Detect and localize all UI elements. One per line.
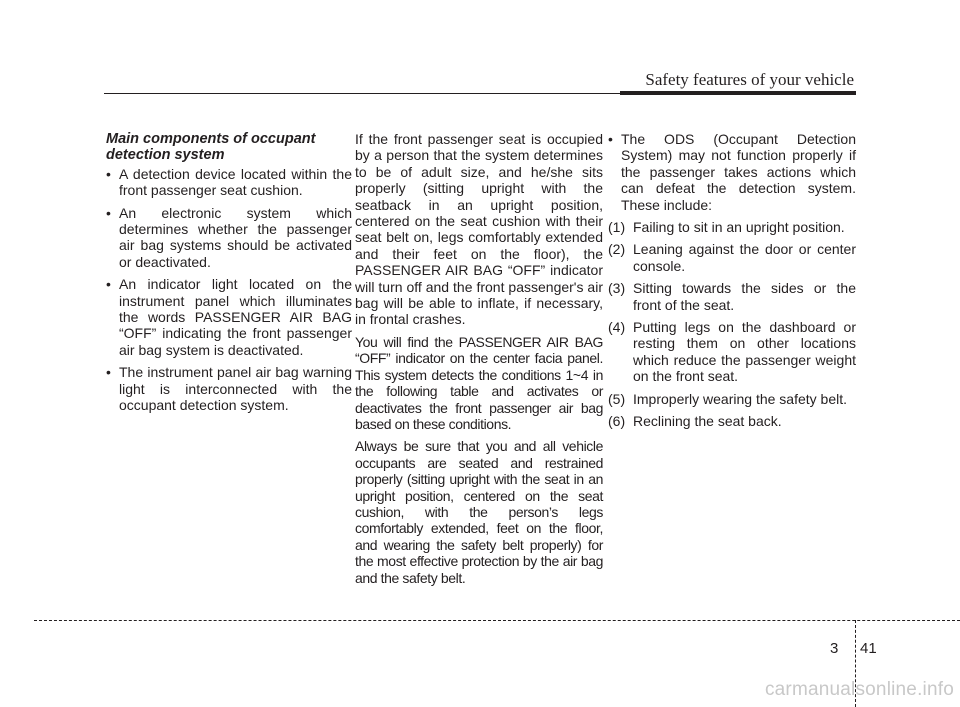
item-number: (6) <box>608 413 626 430</box>
watermark-text: carmanualsonline.info <box>764 679 954 700</box>
bullet-text: A detection device located within the front passenger seat cushion. <box>119 165 352 199</box>
item-number: (1) <box>608 219 626 236</box>
bullet-item <box>106 205 352 271</box>
numbered-item <box>608 219 856 235</box>
item-text: Improperly wearing the safety belt. <box>633 390 847 407</box>
header-rule-accent <box>620 91 856 95</box>
bullet-marker: • <box>106 165 111 182</box>
item-text: Sitting towards the sides or the front of the seat. <box>633 280 856 313</box>
numbered-item <box>608 413 856 429</box>
bullet-marker: • <box>608 131 613 147</box>
bullet-item <box>106 364 352 413</box>
item-number: (2) <box>608 241 626 258</box>
bullet-item <box>608 131 856 213</box>
text-column-3 <box>608 131 856 436</box>
item-text: Putting legs on the dashboard or resting them on other locations which reduce the passenger weight on the front seat. <box>633 319 856 385</box>
numbered-item <box>608 241 856 274</box>
body-paragraph: If the front passenger seat is occupied by a person that the system determines to be of adult size, and he/she sits properly (sitting upright with the seatback in an upright position, centered on the seat cushion with their seat belt on, legs comfortably extended and their feet on the floor), the PASSENGER AIR BAG “OFF” indicator will turn off and the front passenger's air bag will be able to inflate, if necessary, in frontal crashes. <box>355 131 603 328</box>
section-heading: Main components of occupant detection system <box>106 131 316 164</box>
numbered-item <box>608 280 856 313</box>
chapter-number: 3 <box>830 640 839 657</box>
page-number: 41 <box>860 640 877 657</box>
bullet-text: The instrument panel air bag warning light is interconnected with the occupant detection system. <box>119 364 352 414</box>
body-paragraph: Always be sure that you and all vehicle occupants are seated and restrained properly (sitting upright with the seat in an upright position, centered on the seat cushion, with the person’s legs comfortably extended, feet on the floor, and wearing the safety belt properly) for the most effective protection by the air bag and the safety belt. <box>355 438 603 586</box>
numbered-item <box>608 391 856 407</box>
numbered-item <box>608 319 856 385</box>
bullet-text: An electronic system which determines whether the passenger air bag systems should be activated or deactivated. <box>119 204 352 270</box>
bullet-item <box>106 276 352 358</box>
text-column-1 <box>106 131 352 420</box>
bullet-item <box>106 166 352 199</box>
page-header-title: Safety features of your vehicle <box>645 70 854 89</box>
item-text: Leaning against the door or center console. <box>633 241 856 274</box>
item-number: (4) <box>608 319 626 336</box>
item-number: (5) <box>608 390 626 407</box>
bullet-marker: • <box>106 204 111 221</box>
text-column-2 <box>355 131 603 592</box>
footer-rule <box>34 620 960 621</box>
bullet-marker: • <box>106 364 111 381</box>
bullet-text: An indicator light located on the instrument panel which illuminates the words PASSENGER AIR BAG “OFF” indicating the front passenger air bag system is deactivated. <box>119 276 352 358</box>
item-text: Reclining the seat back. <box>633 413 782 430</box>
item-text: Failing to sit in an upright position. <box>633 219 845 236</box>
item-number: (3) <box>608 280 626 297</box>
bullet-marker: • <box>106 276 111 293</box>
body-paragraph: You will find the PASSENGER AIR BAG “OFF” indicator on the center facia panel. This system detects the conditions 1~4 in the following table and activates or deactivates the front passenger air bag based on these conditions. <box>355 333 603 432</box>
bullet-text: The ODS (Occupant Detection System) may not function properly if the passenger takes actions which can defeat the detection system. These include: <box>621 131 856 213</box>
